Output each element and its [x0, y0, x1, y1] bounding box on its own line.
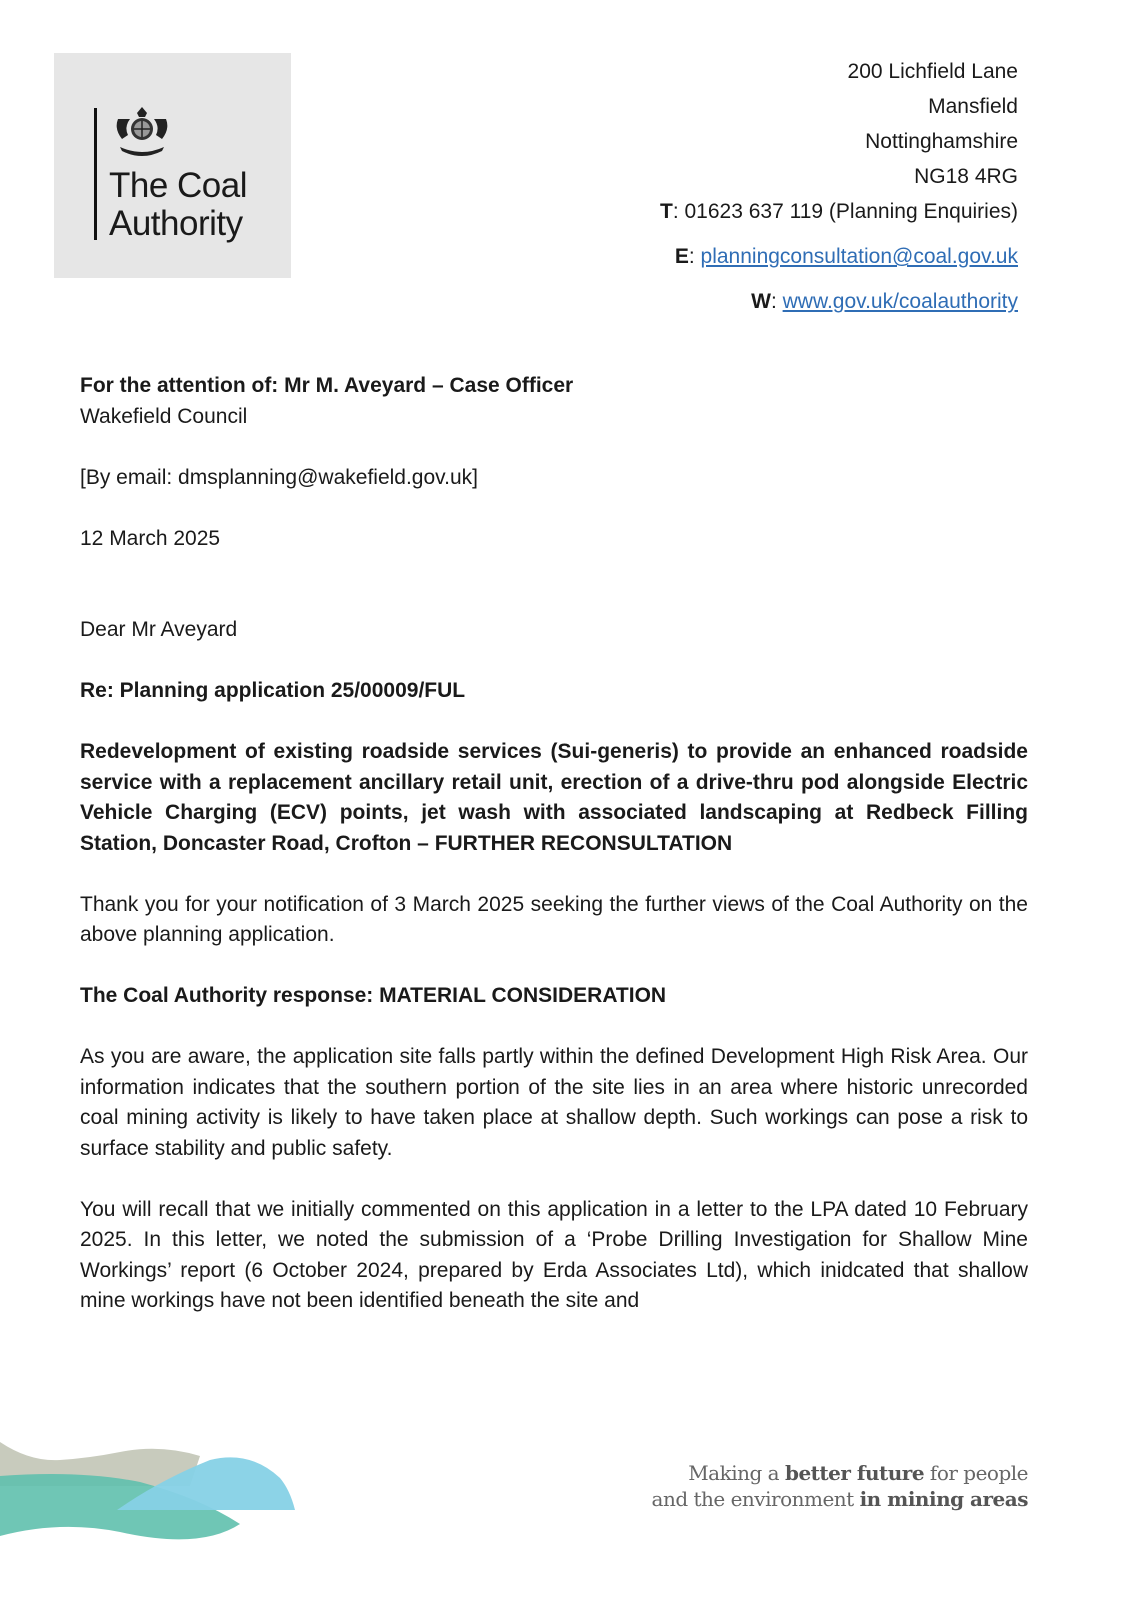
address-line: Nottinghamshire	[865, 130, 1018, 153]
address-line: 200 Lichfield Lane	[847, 60, 1018, 83]
email-line: E: planningconsultation@coal.gov.uk	[674, 245, 1018, 268]
salutation: Dear Mr Aveyard	[80, 618, 238, 641]
tagline-bold: better future	[784, 1461, 925, 1485]
phone-label: T	[659, 200, 673, 223]
attention-line: For the attention of: Mr M. Aveyard – Case Officer	[80, 374, 574, 397]
phone-number: : 01623 637 119 (Planning Enquiries)	[672, 200, 1018, 223]
paragraph: As you are aware, the application site falls partly within the defined Development High Risk Area. Our information indicates that the southern portion of the site lies in an area where historic unrecorded coal mining activity is likely to have taken place at shallow depth. Such workings can pose a risk to surface stability and public safety.	[80, 1045, 1028, 1160]
email-link[interactable]: planningconsultation@coal.gov.uk	[700, 245, 1018, 268]
subject-reference: Re: Planning application 25/00009/FUL	[80, 679, 466, 702]
letter-body	[80, 371, 1028, 1347]
website-link[interactable]: www.gov.uk/coalauthority	[782, 290, 1018, 313]
address-line: NG18 4RG	[914, 165, 1018, 188]
letter-date: 12 March 2025	[80, 526, 221, 550]
tagline-text: for people	[924, 1461, 1028, 1485]
address-line: Mansfield	[928, 95, 1018, 118]
application-description: Redevelopment of existing roadside services (Sui-generis) to provide an enhanced roadside service with a replacement ancillary retail unit, erection of a drive-thru pod alongside Electric Vehicle Charging (ECV) points, jet wash with associated landscaping at Redbeck Filling Station, Doncaster Road, Crofton – FURTHER RECONSULTATION	[80, 740, 1028, 855]
footer-tagline	[652, 1460, 1028, 1512]
paragraph: You will recall that we initially commented on this application in a letter to the LPA dated 10 February 2025. In this letter, we noted the submission of a ‘Probe Drilling Investigation for Shallow Mine Workings’ report (6 October 2024, prepared by Erda Associates Ltd), which inidcated that shallow mine workings have not been identified beneath the site and	[80, 1197, 1028, 1312]
tagline-bold: in mining areas	[859, 1487, 1028, 1511]
tagline-text: Making a	[688, 1461, 785, 1485]
logo-line-2: Authority	[109, 204, 243, 243]
web-line: W: www.gov.uk/coalauthority	[751, 290, 1018, 313]
sender-address	[660, 54, 1018, 319]
email-label: E	[674, 245, 689, 268]
tagline-text: and the environment	[651, 1487, 860, 1511]
coat-of-arms-icon	[110, 105, 174, 161]
paragraph: Thank you for your notification of 3 March 2025 seeking the further views of the Coal Authority on the above planning application.	[80, 892, 1028, 946]
footer-wave-graphic	[0, 1400, 640, 1560]
logo-divider	[94, 108, 97, 240]
response-heading: The Coal Authority response: MATERIAL CONSIDERATION	[80, 984, 667, 1007]
coal-authority-logo	[54, 53, 291, 278]
recipient-email: [By email: dmsplanning@wakefield.gov.uk]	[80, 465, 478, 489]
logo-line-1: The Coal	[109, 166, 248, 205]
recipient-org: Wakefield Council	[80, 404, 248, 428]
web-label: W	[751, 290, 771, 313]
phone-line	[660, 194, 1018, 229]
